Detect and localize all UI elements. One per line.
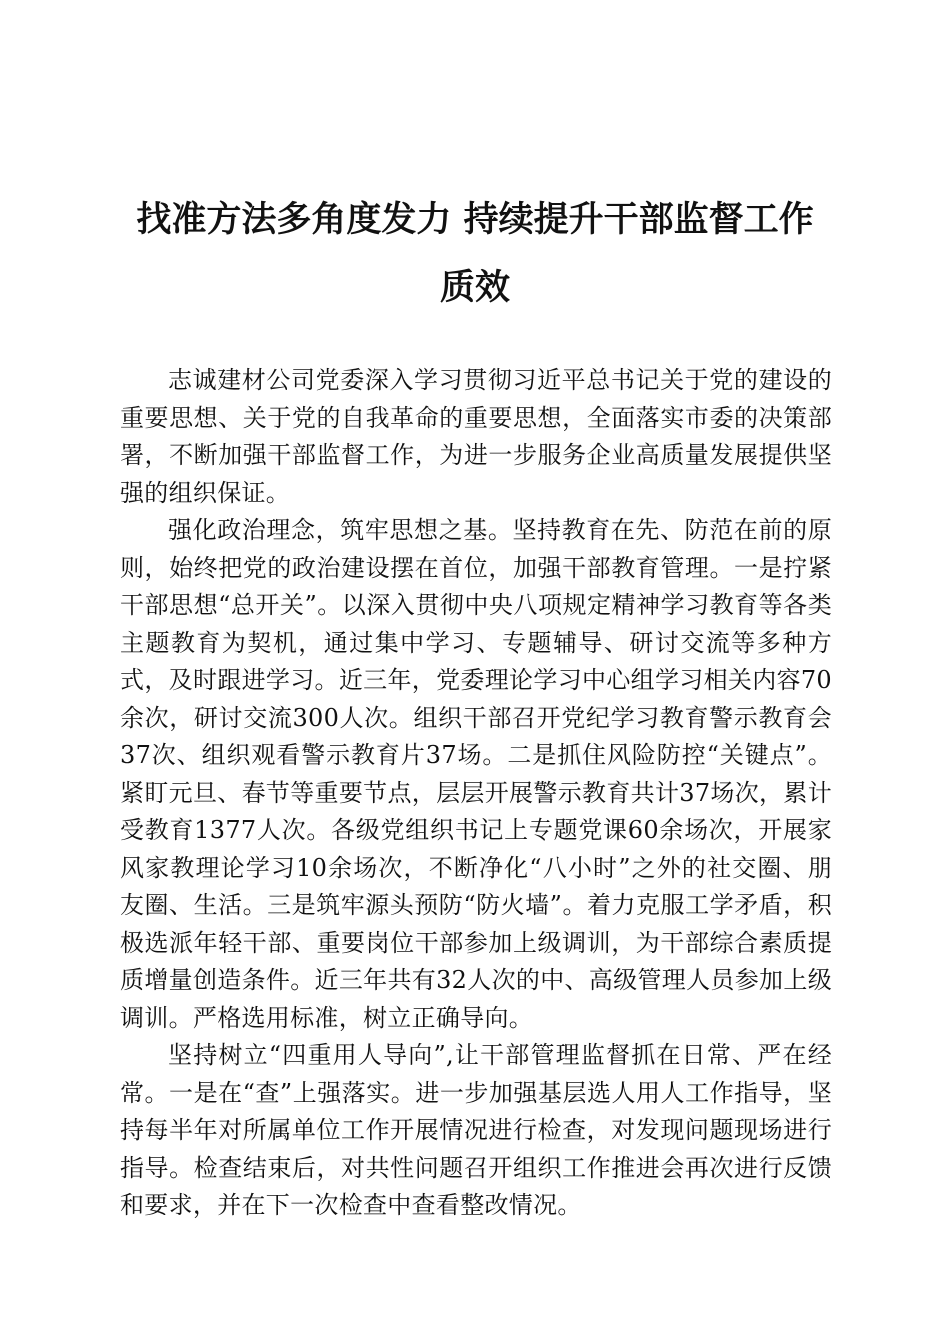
paragraph-intro: 志诚建材公司党委深入学习贯彻习近平总书记关于党的建设的重要思想、关于党的自我革命的重要思想，全面落实市委的决策部署，不断加强干部监督工作，为进一步服务企业高质量发展提供坚强的组织保证。 (120, 366, 832, 507)
paragraph-political-theory: 强化政治理念，筑牢思想之基。坚持教育在先、防范在前的原则，始终把党的政治建设摆在首位，加强干部教育管理。一是拧紧干部思想“总开关”。以深入贯彻中央八项规定精神学习教育等各类主题教育为契机，通过集中学习、专题辅导、研讨交流等多种方式，及时跟进学习。近三年，党委理论学习中心组学习相关内容70余次，研讨交流300人次。组织干部召开党纪学习教育警示教育会37次、组织观看警示教育片37场。二是抓住风险防控“关键点”。紧盯元旦、春节等重要节点，层层开展警示教育共计37场次，累计受教育1377人次。各级党组织书记上专题党课60余场次，开展家风家教理论学习10余场次，不断净化“八小时”之外的社交圈、朋友圈、生活。三是筑牢源头预防“防火墙”。着力克服工学矛盾，积极选派年轻干部、重要岗位干部参加上级调训，为干部综合素质提质增量创造条件。近三年共有32人次的中、高级管理人员参加上级调训。严格选用标准，树立正确导向。 (120, 516, 832, 1032)
document-body (120, 362, 832, 1225)
paragraph-personnel-guidance: 坚持树立“四重用人导向”,让干部管理监督抓在日常、严在经常。一是在“查”上强落实。进一步加强基层选人用人工作指导，坚持每半年对所属单位工作开展情况进行检查，对发现问题现场进行指导。检查结束后，对共性问题召开组织工作推进会再次进行反馈和要求，并在下一次检查中查看整改情况。 (120, 1041, 832, 1219)
document-title-line-1: 找准方法多角度发力 持续提升干部监督工作 (136, 199, 814, 240)
document-title-line-2: 质效 (439, 267, 510, 308)
